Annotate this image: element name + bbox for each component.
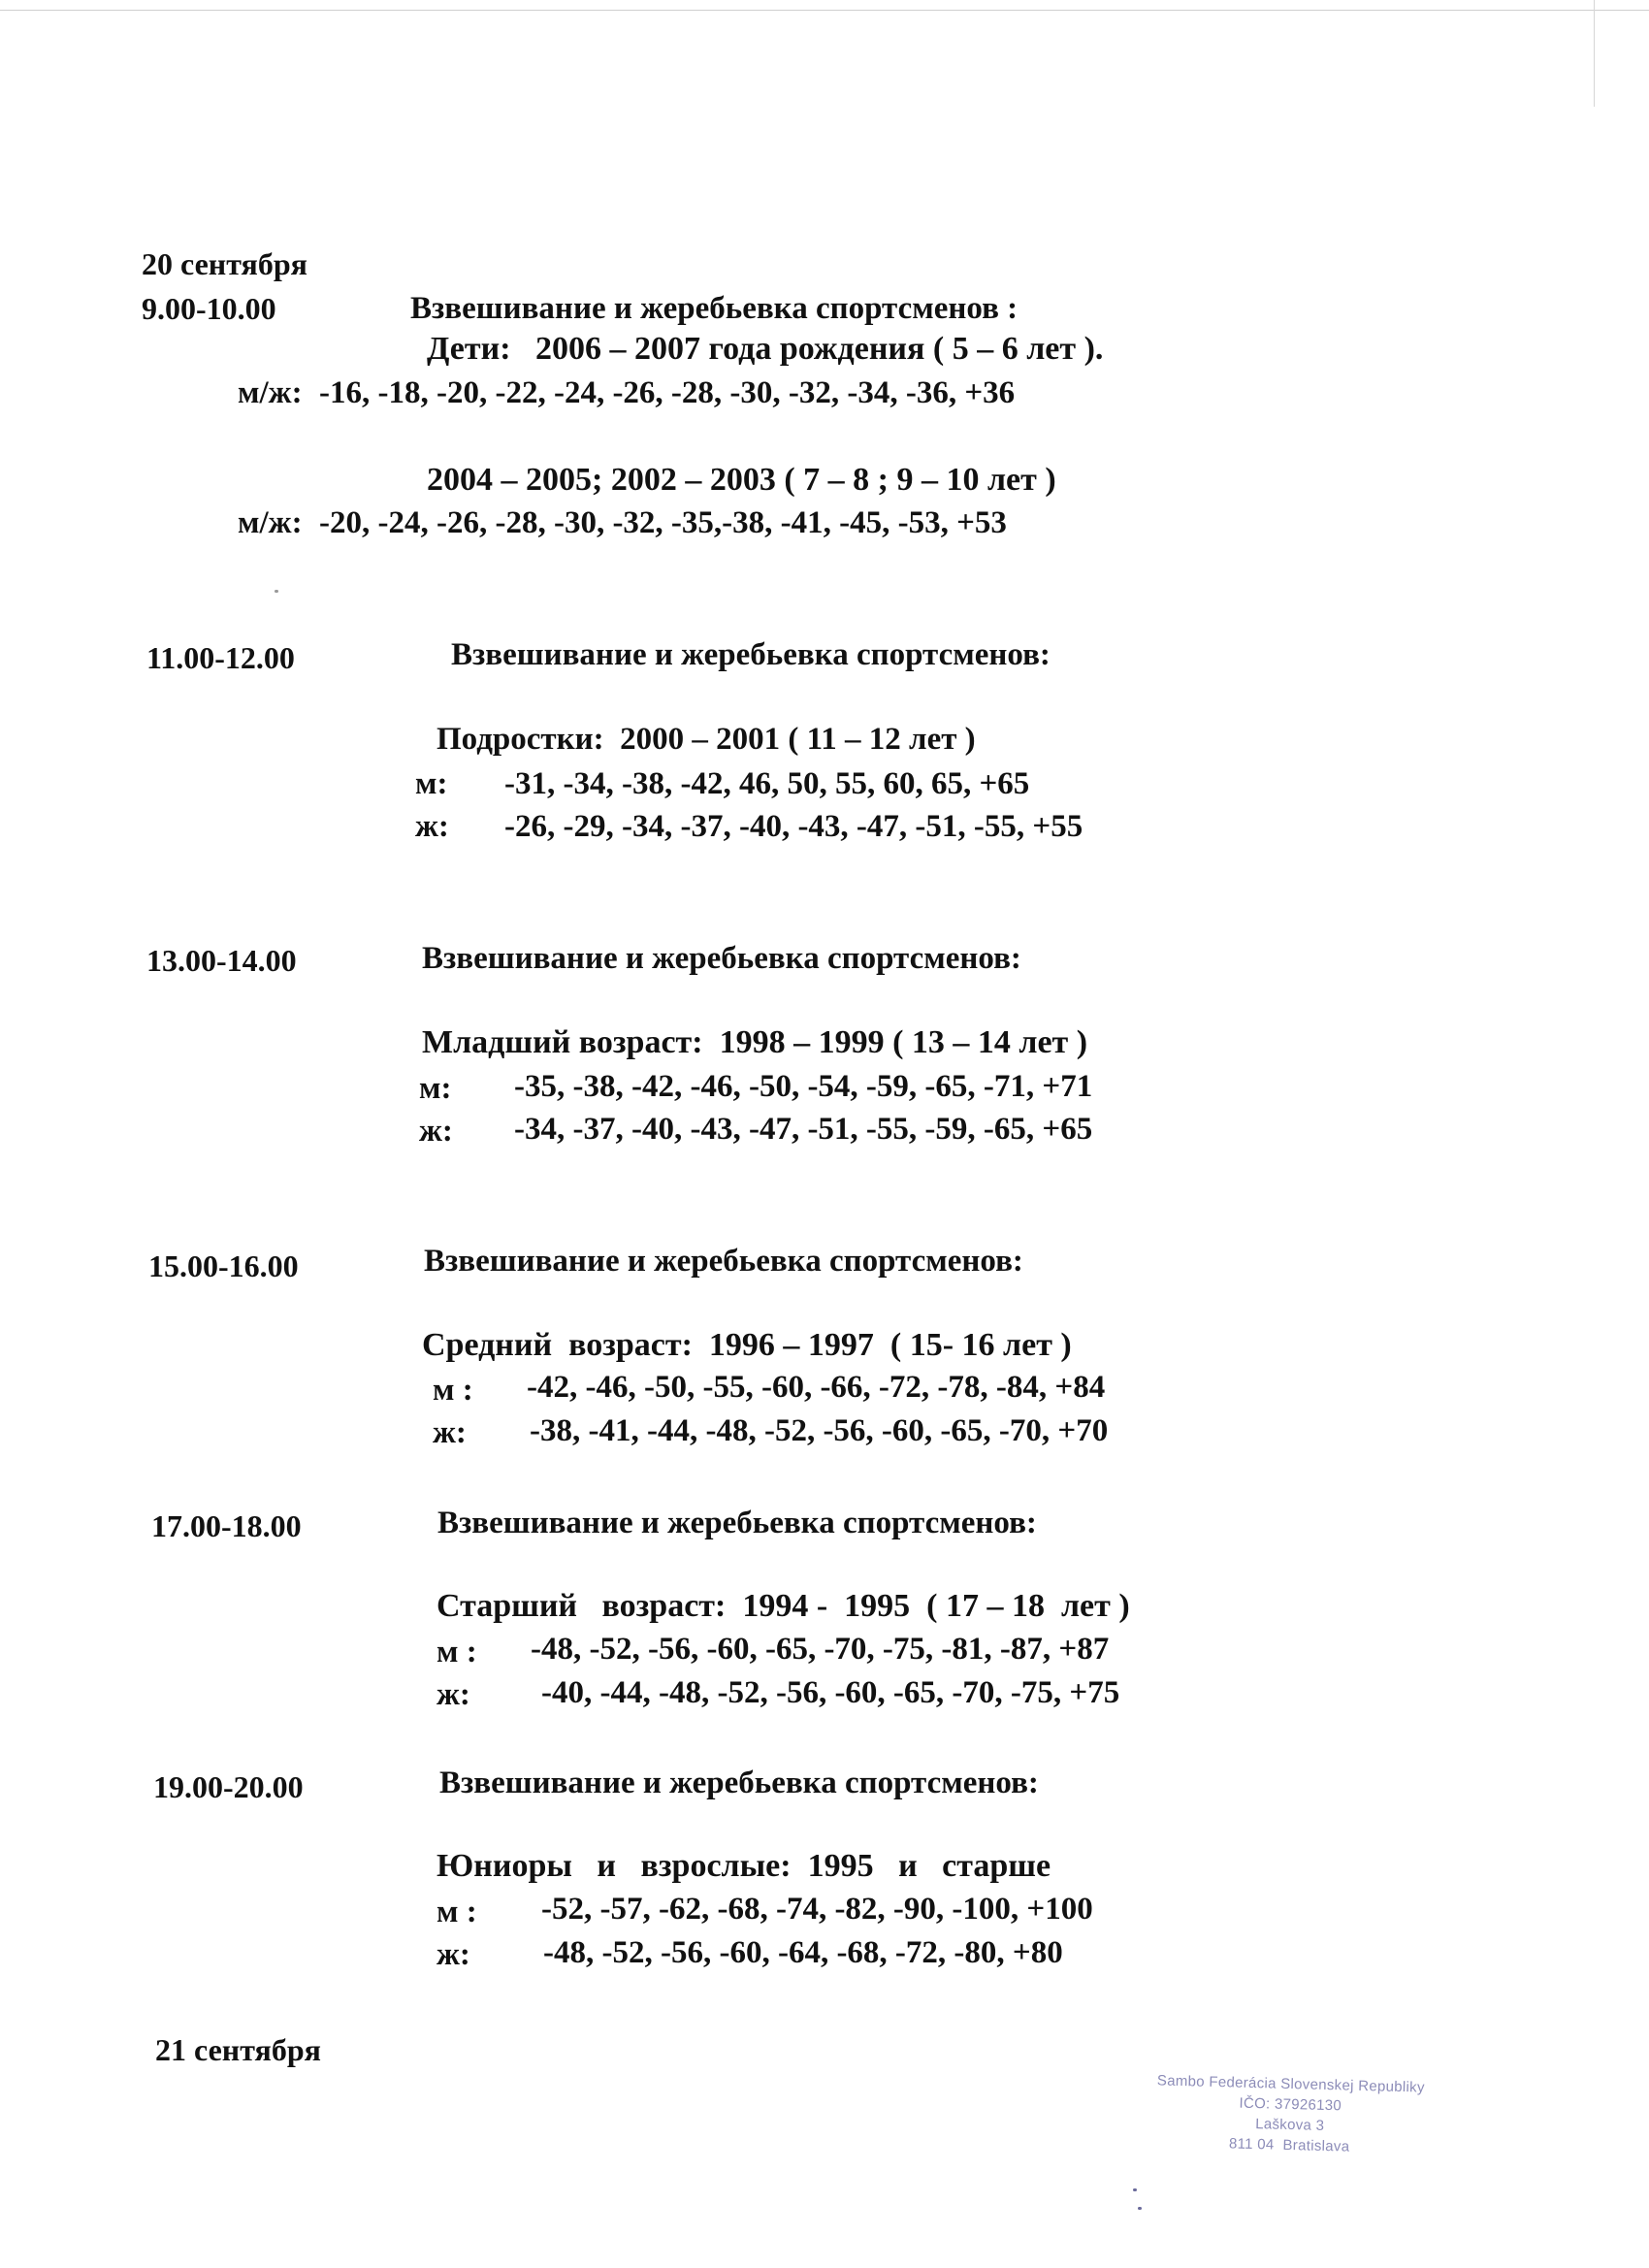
session-heading: Взвешивание и жеребьевка спортсменов: (424, 1244, 1023, 1279)
row-sex: ж: (419, 1114, 453, 1149)
row-weights: -48, -52, -56, -60, -65, -70, -75, -81, -87, +87 (531, 1632, 1110, 1667)
row-sex: м: (415, 766, 448, 801)
row-weights: -52, -57, -62, -68, -74, -82, -90, -100, +100 (541, 1892, 1093, 1927)
date-day1: 20 сентября (142, 246, 307, 281)
row-sex: ж: (436, 1937, 470, 1972)
row-weights: -31, -34, -38, -42, 46, 50, 55, 60, 65, +65 (504, 766, 1030, 801)
session-time: 15.00-16.00 (148, 1248, 299, 1283)
group-label: Подростки: 2000 – 2001 ( 11 – 12 лет ) (436, 722, 976, 757)
group-label: Юниоры и взрослые: 1995 и старше (436, 1848, 1051, 1884)
ink-speck (1133, 2188, 1137, 2191)
row-weights: -20, -24, -26, -28, -30, -32, -35,-38, -41, -45, -53, +53 (319, 505, 1007, 540)
session-heading: Взвешивание и жеребьевка спортсменов: (422, 941, 1021, 976)
date-day2: 21 сентября (155, 2032, 321, 2067)
row-sex: ж: (436, 1677, 470, 1712)
row-weights: -40, -44, -48, -52, -56, -60, -65, -70, -75, +75 (541, 1675, 1120, 1710)
session-heading: Взвешивание и жеребьевка спортсменов: (437, 1506, 1037, 1540)
stamp-line: 811 04 Bratislava (1228, 2135, 1350, 2155)
session-time: 13.00-14.00 (146, 943, 297, 978)
row-sex: м : (436, 1635, 477, 1669)
row-weights: -38, -41, -44, -48, -52, -56, -60, -65, -70, +70 (530, 1413, 1109, 1448)
row-sex: ж: (433, 1415, 467, 1450)
stamp-line: IČO: 37926130 (1239, 2094, 1342, 2115)
group-label: Младший возраст: 1998 – 1999 ( 13 – 14 лет ) (422, 1024, 1088, 1060)
session-time: 17.00-18.00 (151, 1508, 302, 1543)
session-time: 9.00-10.00 (142, 291, 276, 326)
session-heading: Взвешивание и жеребьевка спортсменов : (410, 291, 1018, 326)
ink-speck (1138, 2207, 1142, 2210)
scan-right-edge (1594, 0, 1595, 107)
session-time: 11.00-12.00 (146, 640, 295, 675)
session-heading: Взвешивание и жеребьевка спортсменов: (451, 637, 1051, 672)
row-sex: м/ж: (238, 375, 303, 410)
row-weights: -48, -52, -56, -60, -64, -68, -72, -80, +80 (543, 1935, 1063, 1970)
row-sex: м: (419, 1071, 452, 1106)
row-weights: -26, -29, -34, -37, -40, -43, -47, -51, -55, +55 (504, 809, 1083, 844)
row-sex: м/ж: (238, 505, 303, 540)
row-weights: -35, -38, -42, -46, -50, -54, -59, -65, -71, +71 (514, 1069, 1093, 1104)
group-label: Средний возраст: 1996 – 1997 ( 15- 16 лет ) (422, 1327, 1072, 1363)
stamp-line: Sambo Federácia Slovenskej Republiky (1156, 2072, 1425, 2096)
ink-speck (275, 590, 278, 593)
row-weights: -34, -37, -40, -43, -47, -51, -55, -59, -65, +65 (514, 1112, 1093, 1147)
stamp-line: Laškova 3 (1254, 2116, 1325, 2134)
group-label: Дети: 2006 – 2007 года рождения ( 5 – 6 лет ). (427, 331, 1104, 367)
row-sex: ж: (415, 809, 449, 844)
session-heading: Взвешивание и жеребьевка спортсменов: (439, 1766, 1039, 1800)
row-sex: м : (433, 1373, 473, 1408)
group-label: 2004 – 2005; 2002 – 2003 ( 7 – 8 ; 9 – 10 лет ) (427, 462, 1056, 498)
row-weights: -16, -18, -20, -22, -24, -26, -28, -30, -32, -34, -36, +36 (319, 375, 1016, 410)
organization-stamp (1124, 2070, 1456, 2160)
row-weights: -42, -46, -50, -55, -60, -66, -72, -78, -84, +84 (527, 1370, 1106, 1405)
group-label: Старший возраст: 1994 - 1995 ( 17 – 18 лет ) (436, 1588, 1130, 1624)
session-time: 19.00-20.00 (153, 1769, 304, 1804)
row-sex: м : (436, 1895, 477, 1929)
scan-top-edge (0, 10, 1649, 11)
